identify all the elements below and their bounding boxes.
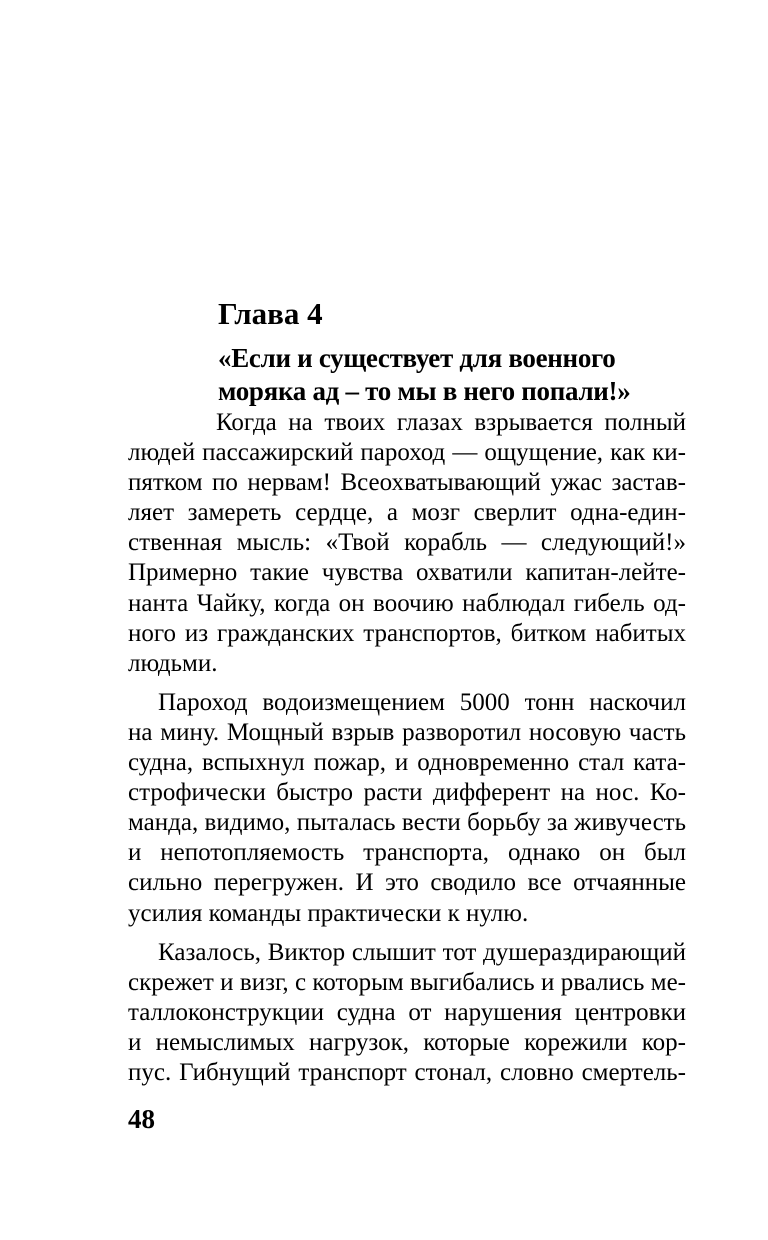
text-line: ственная мысль: «Твой корабль — следующий!» [128,529,686,557]
text-line: пятком по нервам! Всеохватывающий ужас застав- [128,469,686,497]
text-line: таллоконструкции судна от нарушения центровки [128,998,686,1026]
text-line: ного из гражданских транспортов, битком набитых [128,619,686,647]
page-number: 48 [128,1104,155,1134]
text-line: нанта Чайку, когда он воочию наблюдал гибель од- [128,589,686,617]
text-line: Когда на твоих глазах взрывается полный [216,409,686,436]
text-line: Пароход водоизмещением 5000 тонн наскочил [158,688,686,716]
text-line: и немыслимых нагрузок, которые корежили кор- [128,1028,686,1056]
paragraph-3 [128,938,686,1088]
text-line: строфически быстро расти дифферент на нос. Ко- [128,779,686,807]
chapter-number: Глава 4 [218,296,323,331]
chapter-title-line: «Если и существует для военного [218,343,616,373]
text-line: на мину. Мощный взрыв разворотил носовую часть [128,718,686,746]
paragraph-1 [128,408,686,679]
paragraph-2 [128,688,686,929]
text-line: скрежет и визг, с которым выгибались и рвались ме- [128,968,686,996]
text-line: людьми. [128,649,218,677]
chapter-title-line: моряка ад – то мы в него попали!» [218,376,631,406]
text-line: и непотопляемость транспорта, однако он был [128,839,686,867]
text-line: пус. Гибнущий транспорт стонал, словно смертель- [128,1058,686,1086]
text-line: Казалось, Виктор слышит тот душераздирающий [158,938,686,966]
text-line: сильно перегружен. И это сводило все отчаянные [128,869,686,897]
chapter-title [218,342,668,408]
text-line: людей пассажирский пароход — ощущение, как ки- [128,439,686,467]
text-line: манда, видимо, пыталась вести борьбу за живучесть [128,809,686,837]
text-line: Примерно такие чувства охватили капитан-лейте- [128,559,686,587]
body-text [128,408,686,1097]
text-line: судна, вспыхнул пожар, и одновременно стал ката- [128,749,686,777]
text-line: усилия команды практически к нулю. [128,899,529,927]
text-line: ляет замереть сердце, а мозг сверлит одна-един- [128,499,686,527]
